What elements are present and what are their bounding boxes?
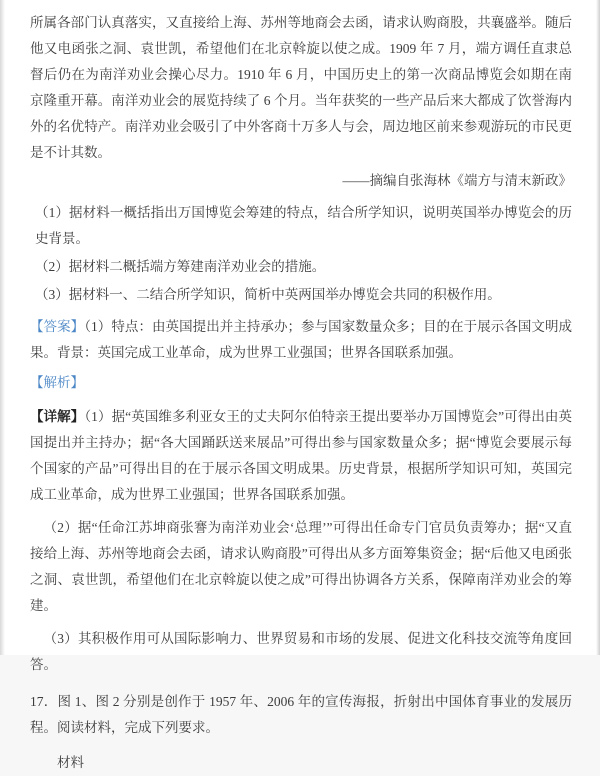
detail-paragraph-2: （2）据“任命江苏坤商张謇为南洋劝业会‘总理’”可得出任命专门官员负责筹办；据“又直接给上海、苏州等地商会去函，请求认购商股”可得出从多方面筹集资金；据“后他又电函张之洞、袁世凯，希望他们在北京斡旋以使之成”可得出协调各方关系，保障南洋劝业会的筹建。 xyxy=(30,520,572,613)
analysis-row xyxy=(30,370,572,396)
question-17: 17．图 1、图 2 分别是创作于 1957 年、2006 年的宣传海报，折射出中国体育事业的发展历程。阅读材料，完成下列要求。 xyxy=(30,694,572,735)
answer-text: （1）特点：由英国提出并主持承办；参与国家数量众多；目的在于展示各国文明成果。背景：英国完成工业革命，成为世界工业强国；世界各国联系加强。 xyxy=(30,319,573,360)
question-1: （1）据材料一概括指出万国博览会筹建的特点，结合所学知识，说明英国举办博览会的历史背景。 xyxy=(35,205,572,246)
detail-label: 【详解】 xyxy=(30,409,85,424)
detail-text-1: （1）据“英国维多利亚女王的丈夫阿尔伯特亲王提出要举办万国博览会”可得出由英国提出并主持办；据“各大国踊跃送来展品”可得出参与国家数量众多；据“博览会要展示每个国家的产品”可得出目的在于展示各国文明成果。历史背景，根据所学知识可知，英国完成工业革命，成为世界工业强国；世界各国联系加强。 xyxy=(30,409,572,502)
answer-paragraph xyxy=(30,314,572,366)
question-2: （2）据材料二概括端方筹建南洋劝业会的措施。 xyxy=(35,259,326,274)
material-label: 材料 xyxy=(57,755,84,770)
question-3: （3）据材料一、二结合所学知识，简析中英两国举办博览会共同的积极作用。 xyxy=(35,287,501,302)
detail-paragraph-1 xyxy=(30,404,572,508)
intro-paragraph: 所属各部门认真落实，又直接给上海、苏州等地商会去函，请求认购商股，共襄盛举。随后他又电函张之洞、袁世凯，希望他们在北京斡旋以使之成。1909 年 7 月，端方调任直隶总督后仍在为南洋劝业会操心尽力。1910 年 6 月，中国历史上的第一次商品博览会如期在南京隆重开幕。南洋劝业会的展览持续了 6 个月。当年获奖的一些产品后来大都成了饮誉海内外的名优特产。南洋劝业会吸引了中外客商十万多人与会，周边地区前来参观游玩的市民更是不计其数。 xyxy=(30,15,572,160)
detail-paragraph-3: （3）其积极作用可从国际影响力、世界贸易和市场的发展、促进文化科技交流等角度回答。 xyxy=(30,631,572,672)
attribution: ——摘编自张海林《端方与清末新政》 xyxy=(342,173,572,188)
analysis-label: 【解析】 xyxy=(30,375,84,390)
answer-label: 【答案】 xyxy=(30,319,85,334)
